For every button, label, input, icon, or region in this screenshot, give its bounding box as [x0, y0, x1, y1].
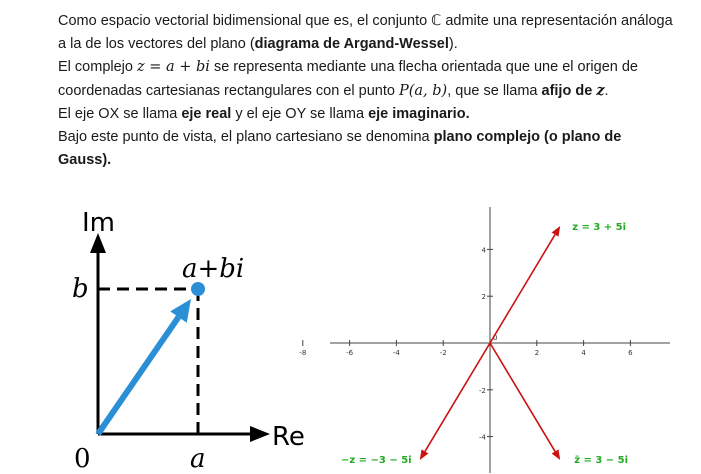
- x-tick-label: -2: [439, 349, 447, 357]
- y-tick-label: -2: [479, 386, 486, 395]
- vector-line: [490, 343, 555, 451]
- vector-label: −z = −3 − 5i: [341, 455, 412, 466]
- label-re: Re: [272, 422, 305, 452]
- p2-math-z: z = a + bi: [136, 59, 210, 75]
- p4-bold-plane: plano complejo (o plano de Gauss).: [58, 129, 622, 168]
- p1-text-b: ).: [448, 36, 458, 52]
- p1-bold-term: diagrama de Argand-Wessel: [254, 36, 449, 52]
- x-tick-label: 6: [628, 349, 633, 357]
- vector-arrowhead: [420, 449, 429, 460]
- vector-label: z̄ = 3 − 5i: [574, 455, 629, 466]
- y-tick-label: -4: [479, 433, 486, 442]
- label-origin: 0: [74, 444, 91, 474]
- p2-text-c: , que se llama: [447, 83, 542, 99]
- vector-line: [490, 235, 555, 343]
- x-tick-label: -6: [346, 349, 354, 357]
- label-im: Im: [82, 208, 115, 238]
- p1-text-a: Como espacio vectorial bidimensional que es, el conjunto ℂ admite una representación análoga a la de los vectores del plano (: [58, 13, 673, 52]
- conjugate-plot: [299, 205, 675, 474]
- plot-axes: [330, 207, 670, 473]
- p2-text-a: El complejo: [58, 59, 137, 75]
- complex-vector: [98, 317, 179, 434]
- p4-text-a: Bajo este punto de vista, el plano cartesiano se denomina: [58, 129, 434, 145]
- paragraph-argand: [58, 10, 678, 56]
- plot-vectors: [341, 222, 628, 466]
- p3-bold-imag: eje imaginario.: [368, 106, 470, 122]
- x-tick-label: -8: [299, 349, 307, 357]
- label-a: a: [190, 444, 206, 474]
- plot-ticks: [299, 246, 633, 441]
- y-tick-label: 2: [481, 293, 486, 302]
- label-point: a+bi: [182, 254, 245, 284]
- vector-arrowhead: [552, 226, 561, 237]
- p2-text-d: .: [604, 83, 609, 99]
- p2-bold-z: z: [596, 82, 605, 99]
- affix-point: [191, 282, 205, 296]
- explanation-text: [58, 10, 678, 172]
- paragraph-axes: [58, 103, 678, 126]
- label-b: b: [72, 274, 89, 304]
- p3-text-a: El eje OX se llama: [58, 106, 182, 122]
- x-tick-label: 2: [534, 349, 540, 357]
- p2-bold-afijo: afijo de: [541, 83, 597, 99]
- p3-bold-real: eje real: [181, 106, 232, 122]
- real-axis-arrowhead: [250, 426, 270, 442]
- y-tick-label: 4: [481, 246, 486, 255]
- x-tick-label: -4: [392, 349, 400, 357]
- vector-arrowhead: [552, 449, 561, 460]
- x-tick-label: 4: [581, 349, 586, 357]
- paragraph-complex: [58, 56, 678, 103]
- argand-diagram: [60, 205, 310, 474]
- x-tick-label: 0: [493, 334, 498, 342]
- vector-label: z = 3 + 5i: [572, 222, 627, 233]
- p3-text-b: y el eje OY se llama: [231, 106, 369, 122]
- p2-text-b: se representa mediante una flecha orientada que une el origen de coordenadas cartesianas rectangulares con el punto: [58, 59, 638, 99]
- p2-math-point: P(a, b): [398, 83, 448, 99]
- paragraph-plane: [58, 126, 678, 172]
